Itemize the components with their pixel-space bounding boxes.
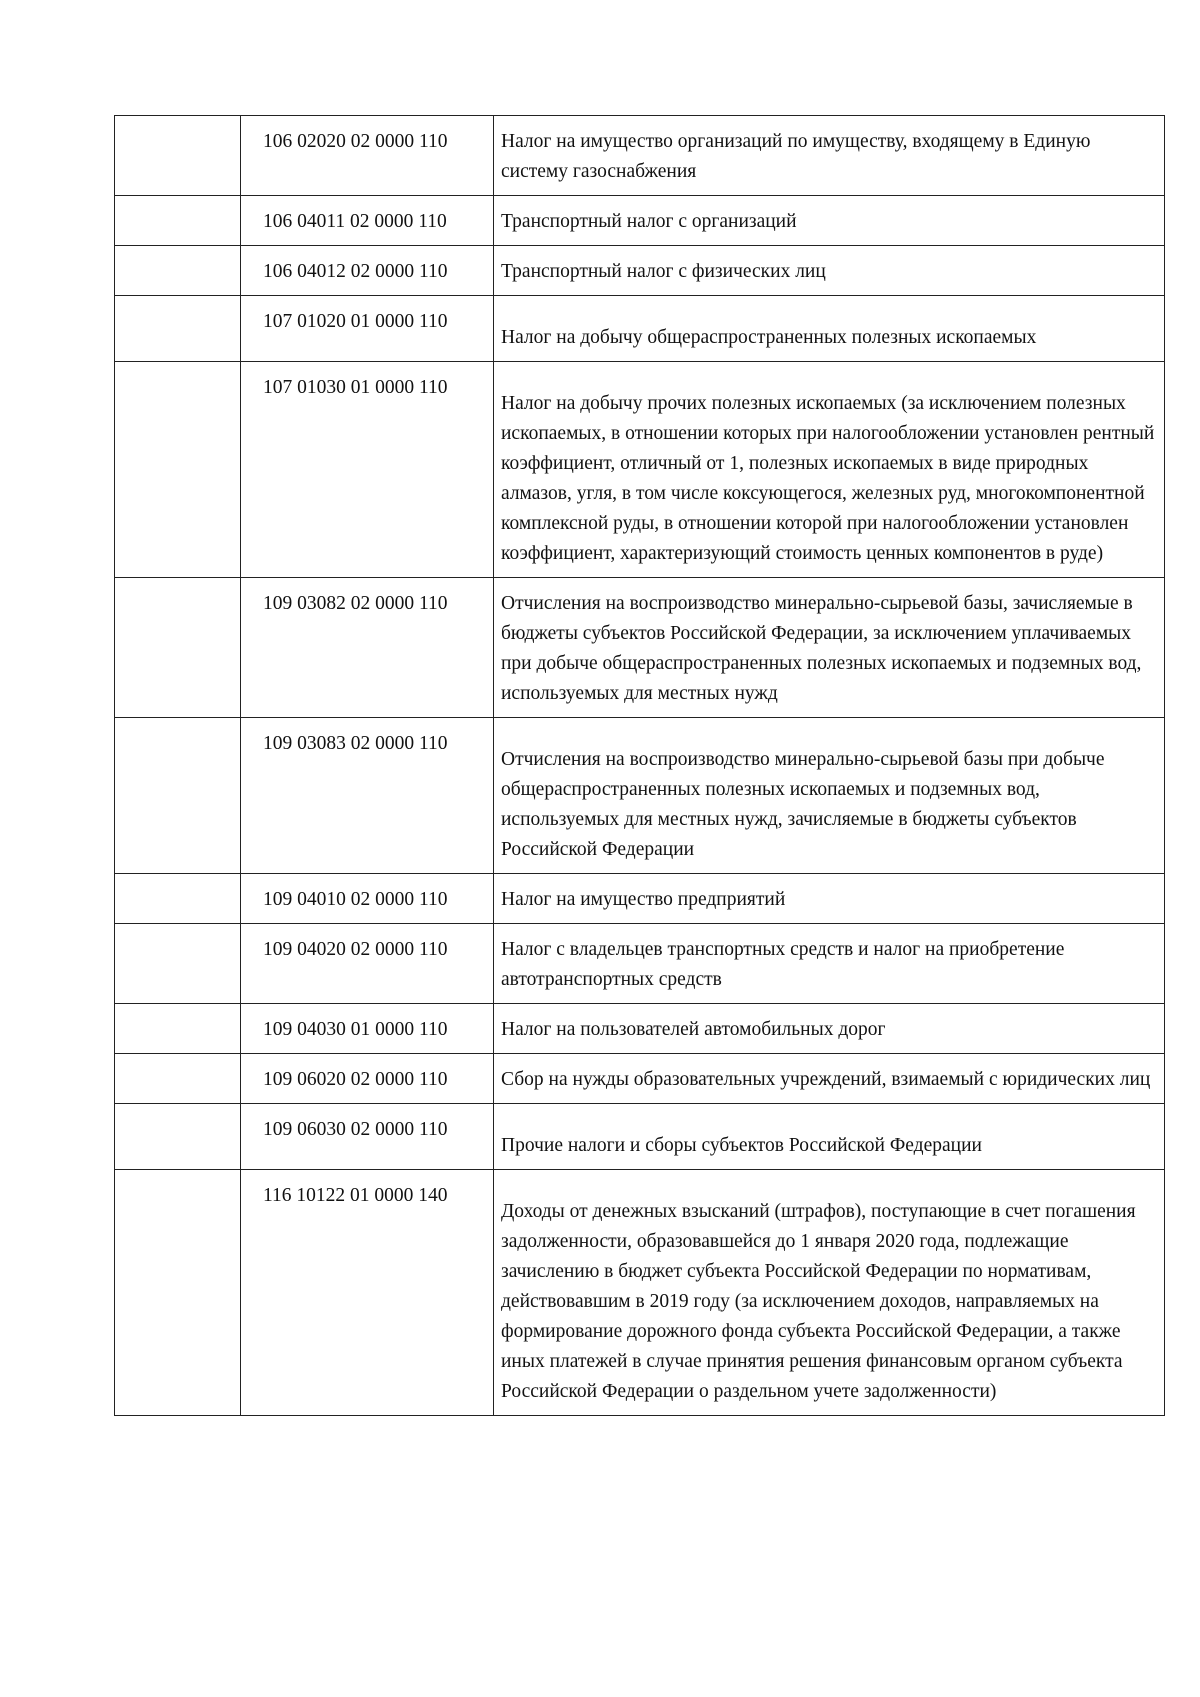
description-cell bbox=[494, 1054, 1165, 1104]
table-row bbox=[115, 1054, 1165, 1104]
code-text: 109 04030 01 0000 110 bbox=[263, 1019, 448, 1040]
description-text: Налог на добычу общераспространенных полезных ископаемых bbox=[501, 327, 1037, 348]
empty-cell bbox=[115, 1004, 241, 1054]
description-text: Налог на имущество предприятий bbox=[501, 889, 786, 910]
code-cell bbox=[241, 1170, 494, 1416]
table-row bbox=[115, 874, 1165, 924]
table-row bbox=[115, 196, 1165, 246]
code-cell bbox=[241, 1054, 494, 1104]
table-row bbox=[115, 362, 1165, 578]
empty-cell bbox=[115, 296, 241, 362]
description-text: Транспортный налог с физических лиц bbox=[501, 261, 826, 282]
code-cell bbox=[241, 718, 494, 874]
description-text: Отчисления на воспроизводство минерально-сырьевой базы при добыче общераспространенных полезных ископаемых и подземных вод, используемых для местных нужд, зачисляемые в бюджеты субъектов Российской Федерации bbox=[501, 749, 1105, 860]
code-cell bbox=[241, 1104, 494, 1170]
code-text: 109 04020 02 0000 110 bbox=[263, 939, 448, 960]
description-cell bbox=[494, 116, 1165, 196]
empty-cell bbox=[115, 874, 241, 924]
description-cell bbox=[494, 924, 1165, 1004]
table-row bbox=[115, 1170, 1165, 1416]
code-cell bbox=[241, 924, 494, 1004]
code-cell bbox=[241, 362, 494, 578]
table-row bbox=[115, 1104, 1165, 1170]
table-row bbox=[115, 578, 1165, 718]
table-row bbox=[115, 718, 1165, 874]
table-row bbox=[115, 116, 1165, 196]
table-body bbox=[115, 116, 1165, 1416]
code-text: 109 04010 02 0000 110 bbox=[263, 889, 448, 910]
code-cell bbox=[241, 196, 494, 246]
empty-cell bbox=[115, 116, 241, 196]
empty-cell bbox=[115, 578, 241, 718]
empty-cell bbox=[115, 924, 241, 1004]
code-cell bbox=[241, 246, 494, 296]
code-text: 106 02020 02 0000 110 bbox=[263, 131, 448, 152]
code-cell bbox=[241, 874, 494, 924]
description-cell bbox=[494, 1004, 1165, 1054]
empty-cell bbox=[115, 718, 241, 874]
code-cell bbox=[241, 1004, 494, 1054]
empty-cell bbox=[115, 1170, 241, 1416]
description-text: Прочие налоги и сборы субъектов Российской Федерации bbox=[501, 1135, 982, 1156]
code-text: 109 06030 02 0000 110 bbox=[263, 1119, 448, 1140]
description-cell bbox=[494, 1170, 1165, 1416]
budget-codes-table bbox=[114, 115, 1165, 1416]
code-text: 107 01020 01 0000 110 bbox=[263, 311, 448, 332]
code-cell bbox=[241, 296, 494, 362]
description-text: Налог с владельцев транспортных средств и налог на приобретение автотранспортных средств bbox=[501, 939, 1065, 990]
description-cell bbox=[494, 1104, 1165, 1170]
description-cell bbox=[494, 874, 1165, 924]
description-text: Транспортный налог с организаций bbox=[501, 211, 797, 232]
code-text: 116 10122 01 0000 140 bbox=[263, 1185, 448, 1206]
code-text: 106 04012 02 0000 110 bbox=[263, 261, 448, 282]
table-row bbox=[115, 246, 1165, 296]
description-text: Отчисления на воспроизводство минерально-сырьевой базы, зачисляемые в бюджеты субъектов Российской Федерации, за исключением уплачиваемых при добыче общераспространенных полезных ископаемых и подземных вод, используемых для местных нужд bbox=[501, 593, 1142, 704]
description-cell bbox=[494, 718, 1165, 874]
code-cell bbox=[241, 578, 494, 718]
empty-cell bbox=[115, 246, 241, 296]
empty-cell bbox=[115, 362, 241, 578]
description-cell bbox=[494, 246, 1165, 296]
description-cell bbox=[494, 296, 1165, 362]
description-text: Доходы от денежных взысканий (штрафов), поступающие в счет погашения задолженности, образовавшейся до 1 января 2020 года, подлежащие зачислению в бюджет субъекта Российской Федерации по нормативам, действовавшим в 2019 году (за исключением доходов, направляемых на формирование дорожного фонда субъекта Российской Федерации, а также иных платежей в случае принятия решения финансовым органом субъекта Российской Федерации о раздельном учете задолженности) bbox=[501, 1201, 1136, 1402]
code-text: 109 06020 02 0000 110 bbox=[263, 1069, 448, 1090]
description-text: Сбор на нужды образовательных учреждений, взимаемый с юридических лиц bbox=[501, 1069, 1151, 1090]
code-text: 109 03082 02 0000 110 bbox=[263, 593, 448, 614]
code-cell bbox=[241, 116, 494, 196]
empty-cell bbox=[115, 196, 241, 246]
description-cell bbox=[494, 578, 1165, 718]
code-text: 109 03083 02 0000 110 bbox=[263, 733, 448, 754]
table-row bbox=[115, 924, 1165, 1004]
description-text: Налог на пользователей автомобильных дорог bbox=[501, 1019, 886, 1040]
description-text: Налог на добычу прочих полезных ископаемых (за исключением полезных ископаемых, в отношении которых при налогообложении установлен рентный коэффициент, отличный от 1, полезных ископаемых в виде природных алмазов, угля, в том числе коксующегося, железных руд, многокомпонентной комплексной руды, в отношении которой при налогообложении установлен коэффициент, характеризующий стоимость ценных компонентов в руде) bbox=[501, 393, 1155, 564]
empty-cell bbox=[115, 1054, 241, 1104]
empty-cell bbox=[115, 1104, 241, 1170]
code-text: 106 04011 02 0000 110 bbox=[263, 211, 447, 232]
table-row bbox=[115, 296, 1165, 362]
description-cell bbox=[494, 362, 1165, 578]
description-cell bbox=[494, 196, 1165, 246]
description-text: Налог на имущество организаций по имуществу, входящему в Единую систему газоснабжения bbox=[501, 131, 1091, 182]
code-text: 107 01030 01 0000 110 bbox=[263, 377, 448, 398]
table-row bbox=[115, 1004, 1165, 1054]
